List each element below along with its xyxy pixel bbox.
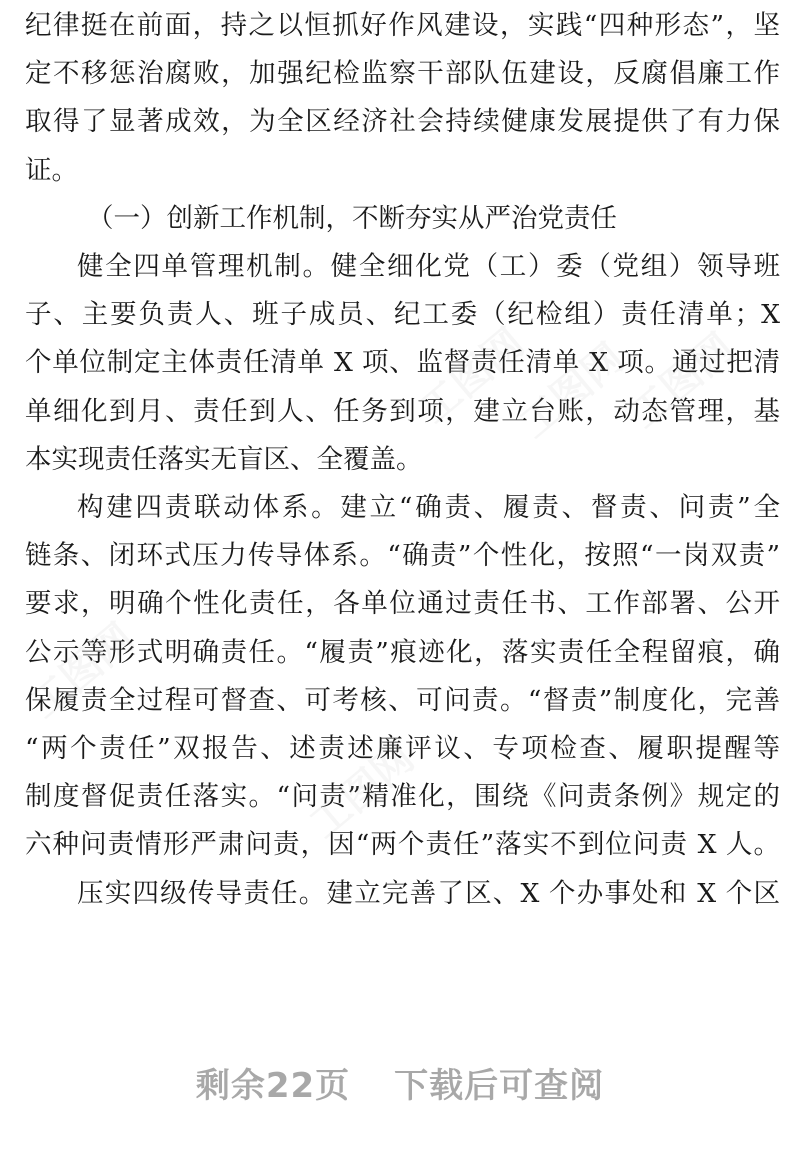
watermark-logo: 工图网	[411, 319, 533, 433]
text-line: 纪律挺在前面，持之以恒抓好作风建设，实践“四种形态”，坚	[25, 10, 780, 41]
text-line: 链条、闭环式压力传导体系。“确责”个性化，按照“一岗双责”	[25, 540, 780, 572]
watermark-logo: 工图网	[21, 614, 143, 728]
text-line: 个单位制定主体责任清单 X 项、监督责任清单 X 项。通过把清	[25, 347, 780, 379]
text-line: 公示等形式明确责任。“履责”痕迹化，落实责任全程留痕，确	[25, 636, 780, 668]
text-line: 要求，明确个性化责任，各单位通过责任书、工作部署、公开	[25, 588, 780, 620]
text-line: 子、主要负责人、班子成员、纪工委（纪检组）责任清单；X	[25, 299, 780, 331]
text-line: 制度督促责任落实。“问责”精准化，围绕《问责条例》规定的	[25, 781, 780, 813]
text-line: 保履责全过程可督查、可考核、可问责。“督责”制度化，完善	[25, 684, 780, 716]
download-to-view-label: 下载后可查阅	[394, 1066, 605, 1106]
text-line: 定不移惩治腐败，加强纪检监察干部队伍建设，反腐倡廉工作	[25, 58, 780, 90]
paragraph-first-line: 压实四级传导责任。建立完善了区、X 个办事处和 X 个区	[77, 877, 780, 909]
text-line: 单细化到月、责任到人、任务到项，建立台账，动态管理，基	[25, 395, 780, 427]
paragraph-first-line: 构建四责联动体系。建立“确责、履责、督责、问责”全	[77, 492, 780, 523]
text-line: 六种问责情形严肃问责，因“两个责任”落实不到位问责 X 人。	[25, 829, 780, 861]
watermark-logo: 工图网	[621, 324, 743, 438]
text-line: “两个责任”双报告、述责述廉评议、专项检查、履职提醒等	[25, 733, 780, 764]
text-line: 取得了显著成效，为全区经济社会持续健康发展提供了有力保	[25, 106, 780, 138]
text-line: 本实现责任落实无盲区、全覆盖。	[25, 443, 423, 475]
download-notice[interactable]	[0, 1056, 800, 1116]
paragraph-first-line: 健全四单管理机制。健全细化党（工）委（党组）领导班	[77, 251, 780, 282]
section-heading: （一）创新工作机制，不断夯实从严治党责任	[87, 202, 617, 234]
text-line: 证。	[25, 154, 78, 186]
watermark-logo: 工图网	[511, 334, 633, 448]
remaining-pages-label: 剩余22页	[195, 1066, 351, 1106]
watermark-logo: 工图网	[301, 734, 423, 848]
